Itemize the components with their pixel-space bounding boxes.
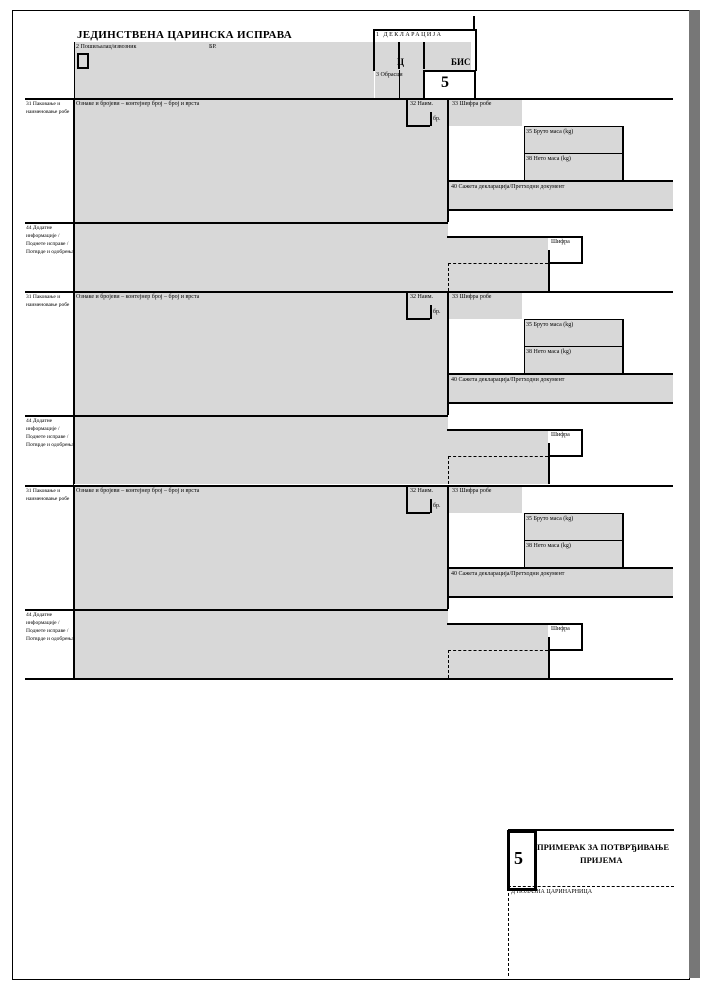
item2-v32b (430, 305, 432, 319)
footer-copy-title-2: ПРИЈЕМА (580, 855, 623, 865)
item2-vcode (581, 429, 583, 456)
item2-code-label: Шифра (551, 432, 570, 438)
item1-v32b (430, 112, 432, 126)
item1-v35r (622, 126, 624, 181)
box1-bis: БИС (451, 57, 471, 67)
declaration-divider (398, 42, 400, 69)
item1-vcode (581, 236, 583, 263)
item3-box32-no: бр. (433, 503, 441, 509)
item1-box31-label: 31 Паковање и наименовање робе (26, 101, 70, 115)
item3-box31-label: 31 Паковање и наименовање робе (26, 488, 70, 502)
item2-vcode2 (548, 443, 550, 484)
item2-box31-label: 31 Паковање и наименовање робе (26, 294, 70, 308)
item1-box32-no: бр. (433, 116, 441, 122)
box2-label: 2 Пошиљалац/извозник (76, 44, 137, 50)
item2-h32 (406, 318, 430, 320)
item1-code-label: Шифра (551, 239, 570, 245)
item1-box32-label: 32 Наим. (410, 101, 434, 107)
item1-box44-area[interactable] (74, 224, 448, 291)
item2-v32 (406, 292, 408, 319)
item3-box44-ext (447, 624, 548, 678)
box2-checkbox[interactable] (77, 53, 89, 69)
copy-number: 5 (441, 74, 449, 91)
box3-label: 3 Обрасци (376, 72, 403, 78)
item3-dash-v (448, 650, 449, 678)
item2-box32-label: 32 Наим. (410, 294, 434, 300)
box1-c: Ц (397, 57, 405, 67)
declaration-divider-2 (423, 42, 425, 69)
item2-box44-area[interactable] (74, 417, 448, 484)
item2-dash-h (448, 456, 548, 457)
item1-box44-label: 44 Додатне информације / Поднете исправе / Потврде и одобрења (26, 225, 74, 255)
footer-dash-v (508, 888, 509, 976)
item3-box35-label: 35 Бруто маса (kg) (526, 516, 574, 522)
item1-box44-ext (447, 237, 548, 291)
item1-box40-label: 40 Сажета декларација/Претходни документ (451, 184, 565, 190)
footer-copy-number: 5 (514, 848, 523, 868)
item1-box33-label: 33 Шифра робе (452, 101, 492, 107)
item1-dash-v (448, 263, 449, 291)
item3-vcode2 (548, 637, 550, 678)
item3-h40b (447, 596, 673, 598)
item2-marks-area[interactable] (74, 293, 448, 415)
item2-box44-label: 44 Додатне информације / Поднете исправе / Потврде и одобрења (26, 418, 74, 448)
item3-vcode (581, 623, 583, 650)
item2-v35r (622, 319, 624, 374)
item1-box35-label: 35 Бруто маса (kg) (526, 129, 574, 135)
item1-marks-area[interactable] (74, 100, 448, 222)
item1-hcode (549, 262, 583, 264)
box3-divider (399, 70, 400, 98)
item2-h40b (447, 402, 673, 404)
item2-dash-v (448, 456, 449, 484)
item1-h44a (447, 236, 582, 238)
footer-box-label: Д ПОЛАЗНА ЦАРИНАРНИЦА (511, 889, 593, 895)
item3-box40-label: 40 Сажета декларација/Претходни документ (451, 571, 565, 577)
item2-box32-no: бр. (433, 309, 441, 315)
item1-v32 (406, 99, 408, 126)
item1-h40b (447, 209, 673, 211)
item2-h44a (447, 429, 582, 431)
page-edge-shadow (689, 10, 700, 978)
footer-copy-title-1: ПРИМЕРАК ЗА ПОТВРЂИВАЊЕ (537, 842, 670, 852)
item2-box33-label: 33 Шифра робе (452, 294, 492, 300)
item3-h44a (447, 623, 582, 625)
box2-no-label: БР. (209, 44, 217, 50)
form-title: ЈЕДИНСТВЕНА ЦАРИНСКА ИСПРАВА (77, 29, 292, 41)
item3-dash-h (448, 650, 548, 651)
copy-number-box (423, 70, 476, 101)
item1-h32 (406, 125, 430, 127)
item3-box32-label: 32 Наим. (410, 488, 434, 494)
item3-v35r (622, 513, 624, 568)
item3-v32 (406, 486, 408, 513)
item2-box40-label: 40 Сажета декларација/Претходни документ (451, 377, 565, 383)
items-bottom-rule (25, 678, 673, 680)
item1-box38-label: 38 Нето маса (kg) (526, 156, 571, 162)
item3-h32 (406, 512, 430, 514)
item3-v32b (430, 499, 432, 513)
item3-box38-label: 38 Нето маса (kg) (526, 543, 571, 549)
item1-vcode2 (548, 250, 550, 291)
item3-hcode (549, 649, 583, 651)
item3-marks-area[interactable] (74, 487, 448, 609)
item3-box44-area[interactable] (74, 611, 448, 678)
box1-label: 1 ДЕКЛАРАЦИЈА (376, 32, 443, 38)
item2-box35-label: 35 Бруто маса (kg) (526, 322, 574, 328)
item1-dash-h (448, 263, 548, 264)
top-tick (473, 16, 475, 30)
item2-box44-ext (447, 430, 548, 484)
item2-box38-label: 38 Нето маса (kg) (526, 349, 571, 355)
items-left-divider (73, 98, 74, 679)
item2-marks-label: Ознаке и бројеви – контејнер број – број и врста (76, 294, 200, 300)
item2-hcode (549, 455, 583, 457)
item1-marks-label: Ознаке и бројеви – контејнер број – број и врста (76, 101, 200, 107)
item3-box33-label: 33 Шифра робе (452, 488, 492, 494)
footer-dash-h (508, 886, 674, 887)
item3-code-label: Шифра (551, 626, 570, 632)
item3-box44-label: 44 Додатне информације / Поднете исправе / Потврде и одобрења (26, 612, 74, 642)
item3-marks-label: Ознаке и бројеви – контејнер број – број и врста (76, 488, 200, 494)
